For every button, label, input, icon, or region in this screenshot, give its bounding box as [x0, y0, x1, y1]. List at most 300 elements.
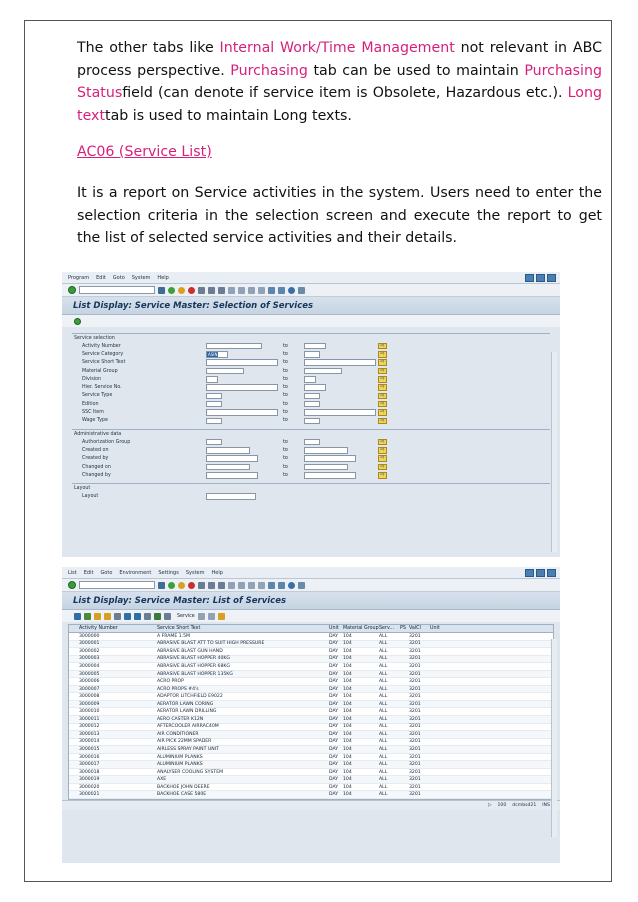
field-label: Activity Number [82, 343, 121, 349]
prev-page-icon[interactable] [238, 582, 245, 589]
menu-item-goto[interactable]: Goto [100, 569, 113, 576]
multiple-selection-icon[interactable]: ⇨ [378, 464, 387, 471]
table-row[interactable] [69, 746, 553, 754]
low-value-input[interactable] [206, 351, 228, 358]
service-button[interactable]: Service [177, 613, 195, 619]
find-next-icon[interactable] [218, 287, 225, 294]
table-cell: A FRAME 1.5M [157, 633, 190, 639]
table-cell: 3201 [409, 792, 421, 798]
to-label: to [283, 472, 288, 478]
table-cell: ALL [379, 731, 388, 737]
sap-list-screen [62, 567, 560, 863]
multiple-selection-icon[interactable]: ⇨ [378, 384, 387, 391]
exit-icon[interactable] [178, 582, 185, 589]
find-icon[interactable] [208, 582, 215, 589]
field-label: Service Category [82, 351, 124, 357]
field-label: SSC Item [82, 410, 104, 416]
to-label: to [283, 464, 288, 470]
table-cell: DAY [329, 724, 339, 730]
table-cell: 3201 [409, 648, 421, 654]
group-title: Service selection [74, 336, 115, 341]
to-label: to [283, 447, 288, 453]
table-cell: 104 [343, 716, 352, 722]
multiple-selection-icon[interactable]: ⇨ [378, 455, 387, 462]
table-cell: 3000007 [79, 686, 100, 692]
next-page-icon[interactable] [248, 582, 255, 589]
table-cell: AERATOR LAWN DRILLING [157, 709, 217, 715]
field-label: Changed on [82, 464, 111, 470]
table-cell: 104 [343, 656, 352, 662]
find-list-icon[interactable] [114, 613, 121, 620]
low-value-input[interactable] [206, 384, 278, 391]
last-page-icon[interactable] [258, 287, 265, 294]
table-cell: 3000020 [79, 784, 100, 790]
table-cell: DAY [329, 663, 339, 669]
table-row[interactable] [69, 739, 553, 747]
table-cell: 104 [343, 709, 352, 715]
find-icon[interactable] [208, 287, 215, 294]
table-row[interactable] [69, 791, 553, 799]
section-heading[interactable]: AC06 (Service List) [77, 144, 212, 160]
enter-icon[interactable] [68, 286, 76, 294]
table-cell: DAY [329, 777, 339, 783]
to-label: to [283, 410, 288, 416]
table-cell: ALL [379, 671, 388, 677]
standard-toolbar [62, 284, 560, 297]
report-description: It is a report on Service activities in the system. Users need to enter the selection criteria in the selection screen and execute the report to get the list of selected service activities and their details. [77, 185, 602, 246]
table-cell: 3201 [409, 784, 421, 790]
selection-row [72, 471, 550, 479]
save-icon[interactable] [158, 582, 165, 589]
table-cell: ALL [379, 701, 388, 707]
selection-row [72, 455, 550, 463]
table-cell: 3201 [409, 671, 421, 677]
field-label: Created by [82, 456, 109, 462]
high-value-input[interactable] [304, 439, 320, 446]
total-icon[interactable] [134, 613, 141, 620]
table-cell: 3000004 [79, 663, 100, 669]
high-value-input[interactable] [304, 472, 356, 479]
low-value-input[interactable] [206, 393, 222, 400]
prev-page-icon[interactable] [238, 287, 245, 294]
table-row[interactable] [69, 716, 553, 724]
help-icon[interactable] [288, 582, 295, 589]
table-cell: 104 [343, 762, 352, 768]
table-cell: 104 [343, 784, 352, 790]
table-cell: 3000013 [79, 731, 100, 737]
low-value-input[interactable] [206, 359, 278, 366]
cancel-icon[interactable] [188, 287, 195, 294]
table-cell: 3201 [409, 724, 421, 730]
high-value-input[interactable] [304, 359, 376, 366]
menu-item-settings[interactable]: Settings [158, 569, 179, 576]
group-service-selection [72, 333, 550, 425]
table-row[interactable] [69, 708, 553, 716]
vertical-scrollbar[interactable] [551, 352, 557, 552]
multiple-selection-icon[interactable]: ⇨ [378, 472, 387, 479]
table-cell: BACKHOE JOHN DEERE [157, 784, 210, 790]
new-session-icon[interactable] [268, 287, 275, 294]
high-value-input[interactable] [304, 455, 356, 462]
table-cell: 3201 [409, 694, 421, 700]
table-cell: 3000012 [79, 724, 100, 730]
selection-row [72, 375, 550, 383]
table-cell: AERO CASTER K12N [157, 716, 204, 722]
next-page-icon[interactable] [248, 287, 255, 294]
multiple-selection-icon[interactable]: ⇨ [378, 351, 387, 358]
first-page-icon[interactable] [228, 287, 235, 294]
table-cell: DAY [329, 784, 339, 790]
table-row[interactable] [69, 686, 553, 694]
filter-icon[interactable] [124, 613, 131, 620]
window-controls[interactable] [525, 569, 560, 577]
table-cell: 3201 [409, 739, 421, 745]
table-cell: DAY [329, 686, 339, 692]
high-value-input[interactable] [304, 447, 348, 454]
high-value-input[interactable] [304, 384, 326, 391]
field-label: Service Type [82, 393, 113, 399]
status-arrow-icon[interactable]: ▷ [487, 803, 492, 809]
menu-item-help[interactable]: Help [157, 274, 169, 281]
table-cell: ABRASIVE BLAST ATT TO SUIT HIGH PRESSURE [157, 641, 265, 647]
selection-row [72, 367, 550, 375]
high-value-input[interactable] [304, 393, 320, 400]
low-value-input[interactable] [206, 418, 222, 425]
menu-item-system[interactable]: System [131, 274, 151, 281]
table-cell: 104 [343, 641, 352, 647]
multiple-selection-icon[interactable]: ⇨ [378, 376, 387, 383]
table-cell: 3000019 [79, 777, 100, 783]
table-cell: 3201 [409, 746, 421, 752]
field-label: Edition [82, 401, 99, 407]
table-cell: AIR PICK 22MM SPADER [157, 739, 212, 745]
table-cell: 3000009 [79, 701, 100, 707]
selection-row [72, 446, 550, 454]
export-icon[interactable] [154, 613, 161, 620]
low-value-input[interactable] [206, 493, 256, 500]
table-cell: DAY [329, 679, 339, 685]
table-cell: 3201 [409, 762, 421, 768]
field-label: Layout [82, 494, 99, 500]
table-cell: 3201 [409, 731, 421, 737]
menu-bar [62, 567, 560, 579]
back-icon[interactable] [168, 582, 175, 589]
change-layout-icon[interactable] [164, 613, 171, 620]
high-value-input[interactable] [304, 343, 326, 350]
table-cell: ALL [379, 686, 388, 692]
table-cell: 3000018 [79, 769, 100, 775]
layout-icon[interactable] [298, 287, 305, 294]
window-controls[interactable] [525, 274, 560, 282]
table-cell: 3000021 [79, 792, 100, 798]
table-row[interactable] [69, 784, 553, 792]
high-value-input[interactable] [304, 368, 342, 375]
low-value-input[interactable] [206, 401, 222, 408]
selection-row [72, 350, 550, 358]
table-row[interactable] [69, 724, 553, 732]
table-cell: ALL [379, 762, 388, 768]
multiple-selection-icon[interactable]: ⇨ [378, 447, 387, 454]
menu-item-edit[interactable]: Edit [96, 274, 106, 281]
high-value-input[interactable] [304, 418, 320, 425]
application-toolbar [62, 315, 560, 327]
table-cell: 3201 [409, 656, 421, 662]
field-label: Division [82, 376, 102, 382]
group-layout [72, 483, 550, 500]
high-value-input[interactable] [304, 351, 320, 358]
table-cell: ACRO PROP [157, 679, 184, 685]
multiple-selection-icon[interactable]: ⇨ [378, 439, 387, 446]
table-row[interactable] [69, 671, 553, 679]
table-cell: DAY [329, 694, 339, 700]
table-cell: AIR CONDITIONER [157, 731, 199, 737]
last-page-icon[interactable] [258, 582, 265, 589]
low-value-input[interactable] [206, 472, 258, 479]
table-cell: DAY [329, 709, 339, 715]
select-icon[interactable] [84, 613, 91, 620]
low-value-input[interactable] [206, 439, 222, 446]
table-row[interactable] [69, 701, 553, 709]
table-cell: AXE [157, 777, 167, 783]
maximize-icon[interactable] [536, 569, 545, 577]
table-row[interactable] [69, 761, 553, 769]
low-value-input[interactable] [206, 455, 258, 462]
table-cell: ALL [379, 754, 388, 760]
table-cell: ALUMINIUM PLANKS [157, 754, 203, 760]
table-cell: 104 [343, 701, 352, 707]
table-row[interactable] [69, 693, 553, 701]
table-cell: DAY [329, 739, 339, 745]
column-header[interactable]: Unit [430, 626, 440, 631]
selection-row [72, 408, 550, 416]
selection-row [72, 342, 550, 350]
table-cell: DAY [329, 656, 339, 662]
selection-row [72, 383, 550, 391]
table-cell: DAY [329, 716, 339, 722]
vertical-scrollbar[interactable] [551, 639, 557, 837]
menu-item-system[interactable]: System [185, 569, 205, 576]
table-cell: 3201 [409, 641, 421, 647]
multiple-selection-icon[interactable]: ⇨ [378, 418, 387, 425]
shortcut-icon[interactable] [278, 287, 285, 294]
column-header[interactable]: ValCl [409, 626, 421, 631]
table-row[interactable] [69, 769, 553, 777]
selection-row [72, 438, 550, 446]
save-icon[interactable] [158, 287, 165, 294]
status-mode: INS [542, 803, 550, 809]
low-value-input[interactable] [206, 343, 262, 350]
table-cell: 3000002 [79, 648, 100, 654]
table-cell: ALL [379, 656, 388, 662]
table-cell: 104 [343, 633, 352, 639]
table-cell: DAY [329, 754, 339, 760]
table-row[interactable] [69, 641, 553, 649]
menu-bar [62, 272, 560, 284]
table-row[interactable] [69, 648, 553, 656]
table-cell: DAY [329, 769, 339, 775]
layout-icon[interactable] [298, 582, 305, 589]
multiple-selection-icon[interactable]: ⇨ [378, 409, 387, 416]
command-field[interactable] [79, 581, 155, 589]
selection-row [72, 392, 550, 400]
table-cell: 3000008 [79, 694, 100, 700]
shortcut-icon[interactable] [278, 582, 285, 589]
selection-row [72, 492, 550, 500]
table-cell: ALL [379, 792, 388, 798]
status-server: dcmbsd21 [512, 803, 537, 809]
table-cell: ALL [379, 679, 388, 685]
table-cell: 3000011 [79, 716, 100, 722]
to-label: to [283, 360, 288, 366]
multiple-selection-icon[interactable]: ⇨ [378, 368, 387, 375]
to-label: to [283, 376, 288, 382]
details-icon[interactable] [74, 613, 81, 620]
low-value-input[interactable] [206, 376, 218, 383]
table-row[interactable] [69, 656, 553, 664]
low-value-input[interactable] [206, 447, 250, 454]
table-cell: ALL [379, 716, 388, 722]
table-cell: 3201 [409, 686, 421, 692]
group-title: Layout [74, 486, 91, 492]
to-label: to [283, 418, 288, 424]
enter-icon[interactable] [68, 581, 76, 589]
table-row[interactable] [69, 776, 553, 784]
service-edit-icon[interactable] [218, 613, 225, 620]
print-icon[interactable] [198, 287, 205, 294]
table-cell: AERATOR LAWN CORING [157, 701, 214, 707]
screen-title: List Display: Service Master: List of Services [62, 592, 560, 610]
status-zoom: 100 [497, 803, 507, 809]
to-label: to [283, 368, 288, 374]
find-next-icon[interactable] [218, 582, 225, 589]
table-cell: 3000003 [79, 656, 100, 662]
table-cell: DAY [329, 648, 339, 654]
table-cell: 104 [343, 694, 352, 700]
table-cell: ALL [379, 769, 388, 775]
table-cell: AFTERCOOLER AIRRAC40M [157, 724, 219, 730]
new-session-icon[interactable] [268, 582, 275, 589]
back-icon[interactable] [168, 287, 175, 294]
table-row[interactable] [69, 678, 553, 686]
table-cell: DAY [329, 731, 339, 737]
cancel-icon[interactable] [188, 582, 195, 589]
sort-asc-icon[interactable] [94, 613, 101, 620]
table-cell: ALL [379, 663, 388, 669]
table-cell: ACRO PROPS #4's [157, 686, 199, 692]
application-toolbar [62, 610, 560, 622]
table-row[interactable] [69, 663, 553, 671]
multiple-selection-icon[interactable]: ⇨ [378, 393, 387, 400]
maximize-icon[interactable] [536, 274, 545, 282]
menu-item-environment[interactable]: Environment [119, 569, 152, 576]
intro-paragraph: The other tabs like Internal Work/Time Management not relevant in ABC process perspective. Purchasing tab can be used to maintain Purchasing Statusfield (can denote if service item is Obsolete, Hazardous etc.). Long texttab is used to maintain Long texts. [77, 40, 602, 124]
table-cell: 3201 [409, 679, 421, 685]
screen-title: List Display: Service Master: Selection of Services [62, 297, 560, 315]
multiple-selection-icon[interactable]: ⇨ [378, 401, 387, 408]
table-cell: 3201 [409, 777, 421, 783]
minimize-icon[interactable] [525, 274, 534, 282]
high-value-input[interactable] [304, 464, 348, 471]
table-cell: DAY [329, 671, 339, 677]
high-value-input[interactable] [304, 409, 376, 416]
column-header[interactable]: PS [400, 626, 406, 631]
low-value-input[interactable] [206, 464, 250, 471]
table-row[interactable] [69, 633, 553, 641]
print-icon[interactable] [198, 582, 205, 589]
field-label: Hier. Service No. [82, 385, 122, 391]
menu-item-list[interactable]: List [68, 569, 77, 576]
execute-icon[interactable] [74, 318, 81, 325]
table-cell: 104 [343, 724, 352, 730]
column-header[interactable]: Material Group [343, 626, 379, 631]
table-cell: BACKHOE CASE 580E [157, 792, 207, 798]
column-header[interactable]: Serv... [379, 626, 395, 631]
table-row[interactable] [69, 731, 553, 739]
close-icon[interactable] [547, 274, 556, 282]
field-label: Authorization Group [82, 439, 131, 445]
multiple-selection-icon[interactable]: ⇨ [378, 359, 387, 366]
table-cell: ALL [379, 746, 388, 752]
table-cell: 3201 [409, 754, 421, 760]
field-label: Service Short Text [82, 360, 126, 366]
table-cell: 104 [343, 746, 352, 752]
table-cell: 3000014 [79, 739, 100, 745]
column-header[interactable]: Unit [329, 626, 339, 631]
table-cell: 3000010 [79, 709, 100, 715]
table-cell: ALL [379, 648, 388, 654]
menu-item-program[interactable]: Program [68, 274, 90, 281]
service-copy-icon[interactable] [208, 613, 215, 620]
table-cell: 3000017 [79, 762, 100, 768]
services-table [68, 624, 554, 800]
menu-item-help[interactable]: Help [211, 569, 223, 576]
menu-item-edit[interactable]: Edit [83, 569, 94, 576]
command-field[interactable] [79, 286, 155, 294]
table-cell: AIRLESS SPRAY PAINT UNIT [157, 746, 219, 752]
table-row[interactable] [69, 754, 553, 762]
high-value-input[interactable] [304, 376, 316, 383]
table-cell: ABRASIVE BLAST HOPPER 40KG [157, 656, 230, 662]
selection-row [72, 359, 550, 367]
table-cell: ALL [379, 739, 388, 745]
print-preview-icon[interactable] [144, 613, 151, 620]
exit-icon[interactable] [178, 287, 185, 294]
table-cell: ALL [379, 633, 388, 639]
column-header[interactable]: Service Short Text [157, 626, 201, 631]
to-label: to [283, 439, 288, 445]
multiple-selection-icon[interactable]: ⇨ [378, 343, 387, 350]
to-label: to [283, 456, 288, 462]
selection-row [72, 417, 550, 425]
field-label: Created on [82, 447, 109, 453]
high-value-input[interactable] [304, 401, 320, 408]
service-detail-icon[interactable] [198, 613, 205, 620]
close-icon[interactable] [547, 569, 556, 577]
column-header[interactable]: Activity Number [79, 626, 118, 631]
table-cell: ALL [379, 641, 388, 647]
sort-desc-icon[interactable] [104, 613, 111, 620]
table-cell: 104 [343, 731, 352, 737]
table-cell: DAY [329, 792, 339, 798]
service-category-value: ASIN [208, 352, 218, 358]
minimize-icon[interactable] [525, 569, 534, 577]
first-page-icon[interactable] [228, 582, 235, 589]
help-icon[interactable] [288, 287, 295, 294]
sap-selection-screen [62, 272, 560, 557]
low-value-input[interactable] [206, 368, 244, 375]
menu-item-goto[interactable]: Goto [112, 274, 125, 281]
low-value-input[interactable] [206, 409, 278, 416]
